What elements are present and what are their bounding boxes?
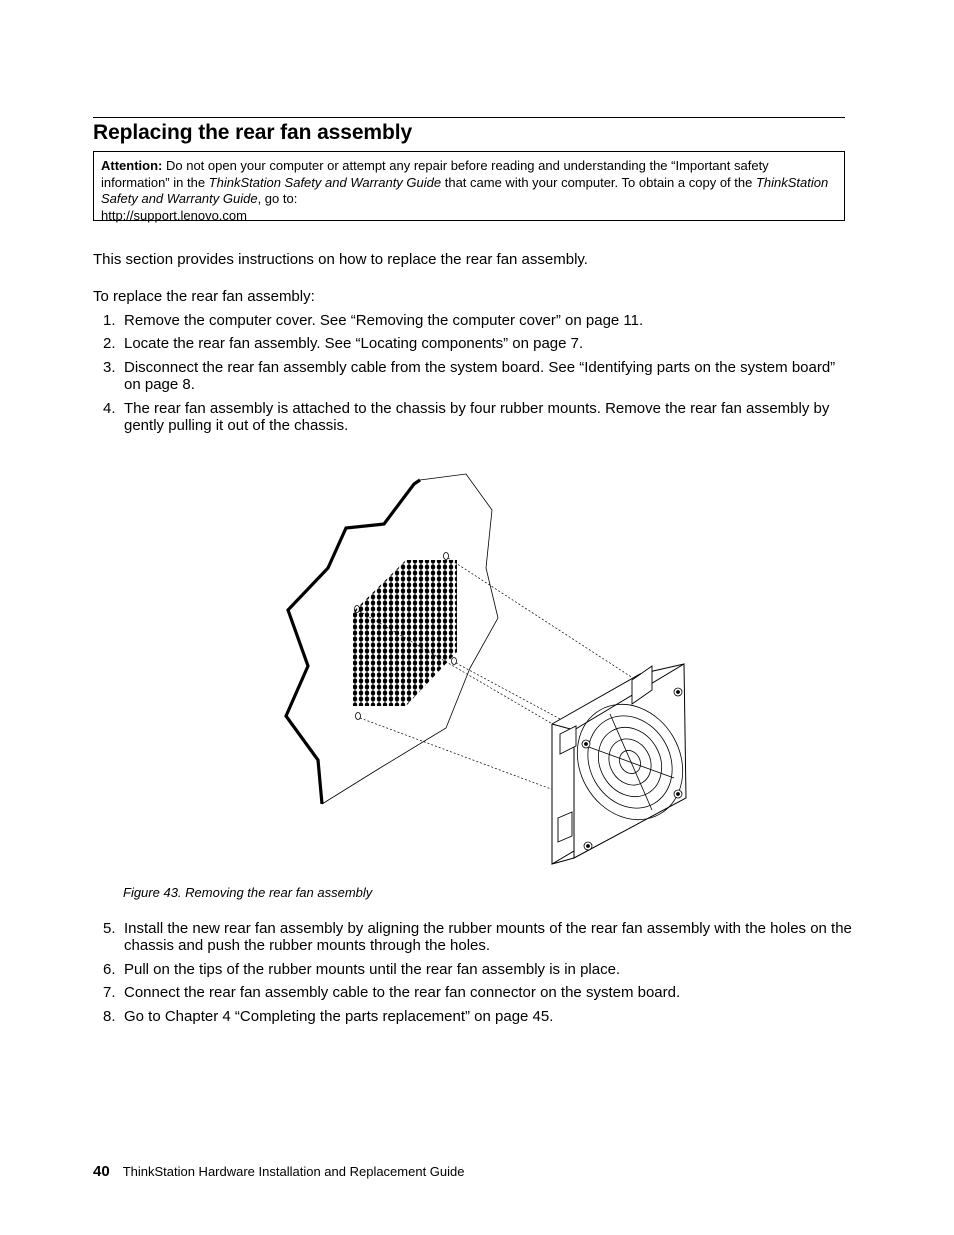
attention-text-1: Do not open your computer or attempt any repair before reading and understanding the “Important safety information” in the (101, 158, 769, 190)
heading-rule (93, 117, 845, 118)
list-item: 1. Remove the computer cover. See “Removing the computer cover” on page 11. (103, 312, 644, 329)
attention-text-3: , go to: (257, 191, 298, 207)
page-title: Replacing the rear fan assembly (93, 121, 413, 144)
footer-title: ThinkStation Hardware Installation and Replacement Guide (122, 1164, 465, 1179)
steps-list-a (93, 312, 853, 440)
list-item: 5. Install the new rear fan assembly by aligning the rubber mounts of the rear fan assembly with the holes on the chassis and push the rubber mounts through the holes. (103, 920, 852, 955)
attention-text-2: that came with your computer. To obtain a copy of the (441, 174, 756, 190)
intro-paragraph: This section provides instructions on how to replace the rear fan assembly. (93, 251, 588, 268)
list-item: 4. The rear fan assembly is attached to the chassis by four rubber mounts. Remove the rear fan assembly by gently pulling it out of the chassis. (103, 399, 830, 435)
guide-title-2: ThinkStation Safety and Warranty Guide (101, 174, 829, 207)
figure-caption: Figure 43. Removing the rear fan assembly (123, 885, 373, 900)
steps-list-b (93, 920, 853, 1031)
page-footer (93, 1163, 465, 1180)
support-url[interactable]: http://support.lenovo.com (101, 208, 247, 224)
attention-label: Attention: (101, 158, 163, 173)
fan-removal-illustration (280, 468, 700, 868)
list-item: 7. Connect the rear fan assembly cable to the rear fan connector on the system board. (103, 984, 681, 1002)
list-item: 3. Disconnect the rear fan assembly cable from the system board. See “Identifying parts on the system board” on page 8. (103, 358, 836, 394)
list-item: 8. Go to Chapter 4 “Completing the parts replacement” on page 45. (103, 1007, 554, 1025)
guide-title-1: ThinkStation Safety and Warranty Guide (208, 174, 442, 190)
list-item: 2. Locate the rear fan assembly. See “Locating components” on page 7. (103, 335, 584, 353)
attention-box (93, 151, 845, 224)
list-item: 6. Pull on the tips of the rubber mounts until the rear fan assembly is in place. (103, 960, 621, 978)
steps-lead: To replace the rear fan assembly: (93, 288, 315, 305)
page-number: 40 (93, 1163, 110, 1180)
